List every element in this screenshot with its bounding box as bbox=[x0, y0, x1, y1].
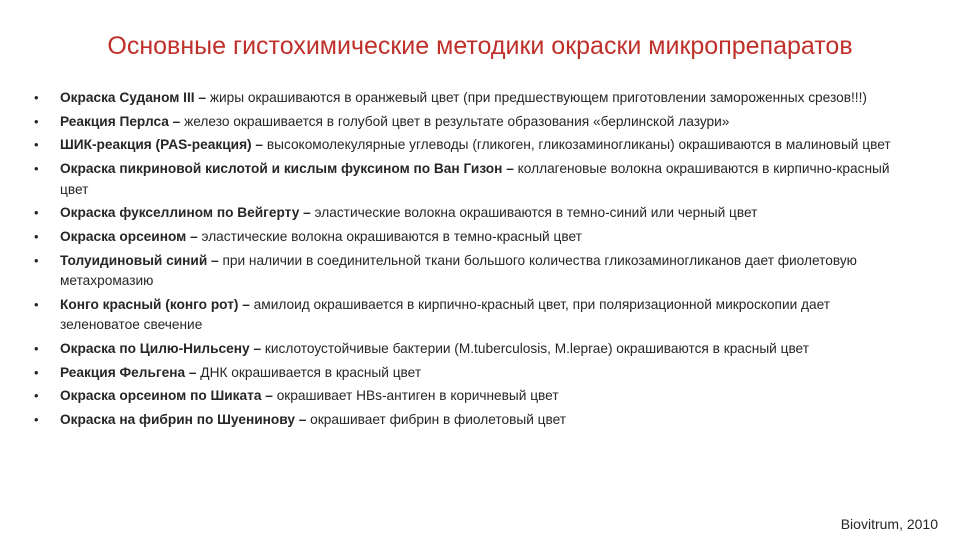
bullet: • bbox=[34, 161, 39, 177]
method-description: кислотоустойчивые бактерии (M.tuberculosis, M.leprae) окрашиваются в красный цвет bbox=[261, 341, 809, 356]
bullet: • bbox=[34, 137, 39, 153]
bullet: • bbox=[34, 296, 39, 312]
method-description: окрашивает HBs-антиген в коричневый цвет bbox=[272, 388, 559, 404]
method-description: железо окрашивается в голубой цвет в результате образования «берлинской лазури» bbox=[180, 113, 730, 129]
bullet: • bbox=[34, 113, 39, 129]
method-description: амилоид окрашивается в кирпично-красный цвет, при поляризационной микроскопии дает зеленоватое свечение bbox=[60, 296, 831, 333]
bullet: • bbox=[34, 364, 39, 380]
list-item bbox=[34, 339, 904, 360]
bullet: • bbox=[34, 412, 39, 428]
method-description: при наличии в соединительной ткани большого количества гликозаминогликанов дает фиолетовую метахромазию bbox=[60, 252, 857, 289]
list-item bbox=[34, 410, 904, 431]
method-description: эластические волокна окрашиваются в темно-красный цвет bbox=[197, 228, 582, 244]
list-item bbox=[34, 203, 904, 224]
bullet: • bbox=[34, 252, 39, 268]
bullet: • bbox=[34, 90, 39, 105]
slide-title: Основные гистохимические методики окраски микропрепаратов bbox=[107, 32, 853, 60]
bullet: • bbox=[34, 228, 39, 244]
method-name: Окраска Суданом III – bbox=[60, 90, 207, 105]
method-description: окрашивает фибрин в фиолетовый цвет bbox=[306, 412, 567, 428]
method-description: высокомолекулярные углеводы (гликоген, гликозаминогликаны) окрашиваются в малиновый цвет bbox=[263, 137, 891, 153]
method-description: ДНК окрашивается в красный цвет bbox=[196, 364, 422, 380]
method-name: Окраска орсеином по Шиката – bbox=[60, 388, 273, 404]
list-item bbox=[34, 135, 904, 156]
method-name: Окраска по Цилю-Нильсену – bbox=[60, 341, 262, 356]
list-item bbox=[34, 112, 904, 133]
list-item bbox=[34, 363, 904, 384]
method-name: Окраска фукселлином по Вейгерту – bbox=[60, 205, 311, 221]
method-description: коллагеновые волокна окрашиваются в кирпично-красный цвет bbox=[60, 161, 890, 197]
bullet: • bbox=[34, 205, 39, 221]
method-name: Конго красный (конго рот) – bbox=[60, 296, 250, 312]
method-name: ШИК-реакция (PAS-реакция) – bbox=[60, 137, 264, 153]
method-name: Реакция Перлса – bbox=[60, 113, 181, 129]
source-credit: Biovitrum, 2010 bbox=[840, 516, 938, 532]
methods-list bbox=[34, 88, 904, 434]
list-item bbox=[34, 88, 904, 109]
list-item bbox=[34, 159, 904, 200]
bullet: • bbox=[34, 341, 39, 356]
method-name: Толуидиновый синий – bbox=[60, 252, 219, 268]
method-name: Окраска орсеином – bbox=[60, 228, 198, 244]
list-item bbox=[34, 295, 904, 336]
method-name: Реакция Фельгена – bbox=[60, 364, 197, 380]
method-name: Окраска на фибрин по Шуенинову – bbox=[60, 412, 307, 428]
method-description: эластические волокна окрашиваются в темно-синий или черный цвет bbox=[310, 205, 758, 221]
method-description: жиры окрашиваются в оранжевый цвет (при предшествующем приготовлении замороженных срезов!!!) bbox=[206, 90, 867, 105]
list-item bbox=[34, 386, 904, 407]
list-item bbox=[34, 227, 904, 248]
bullet: • bbox=[34, 388, 39, 404]
list-item bbox=[34, 251, 904, 292]
method-name: Окраска пикриновой кислотой и кислым фуксином по Ван Гизон – bbox=[60, 161, 514, 177]
